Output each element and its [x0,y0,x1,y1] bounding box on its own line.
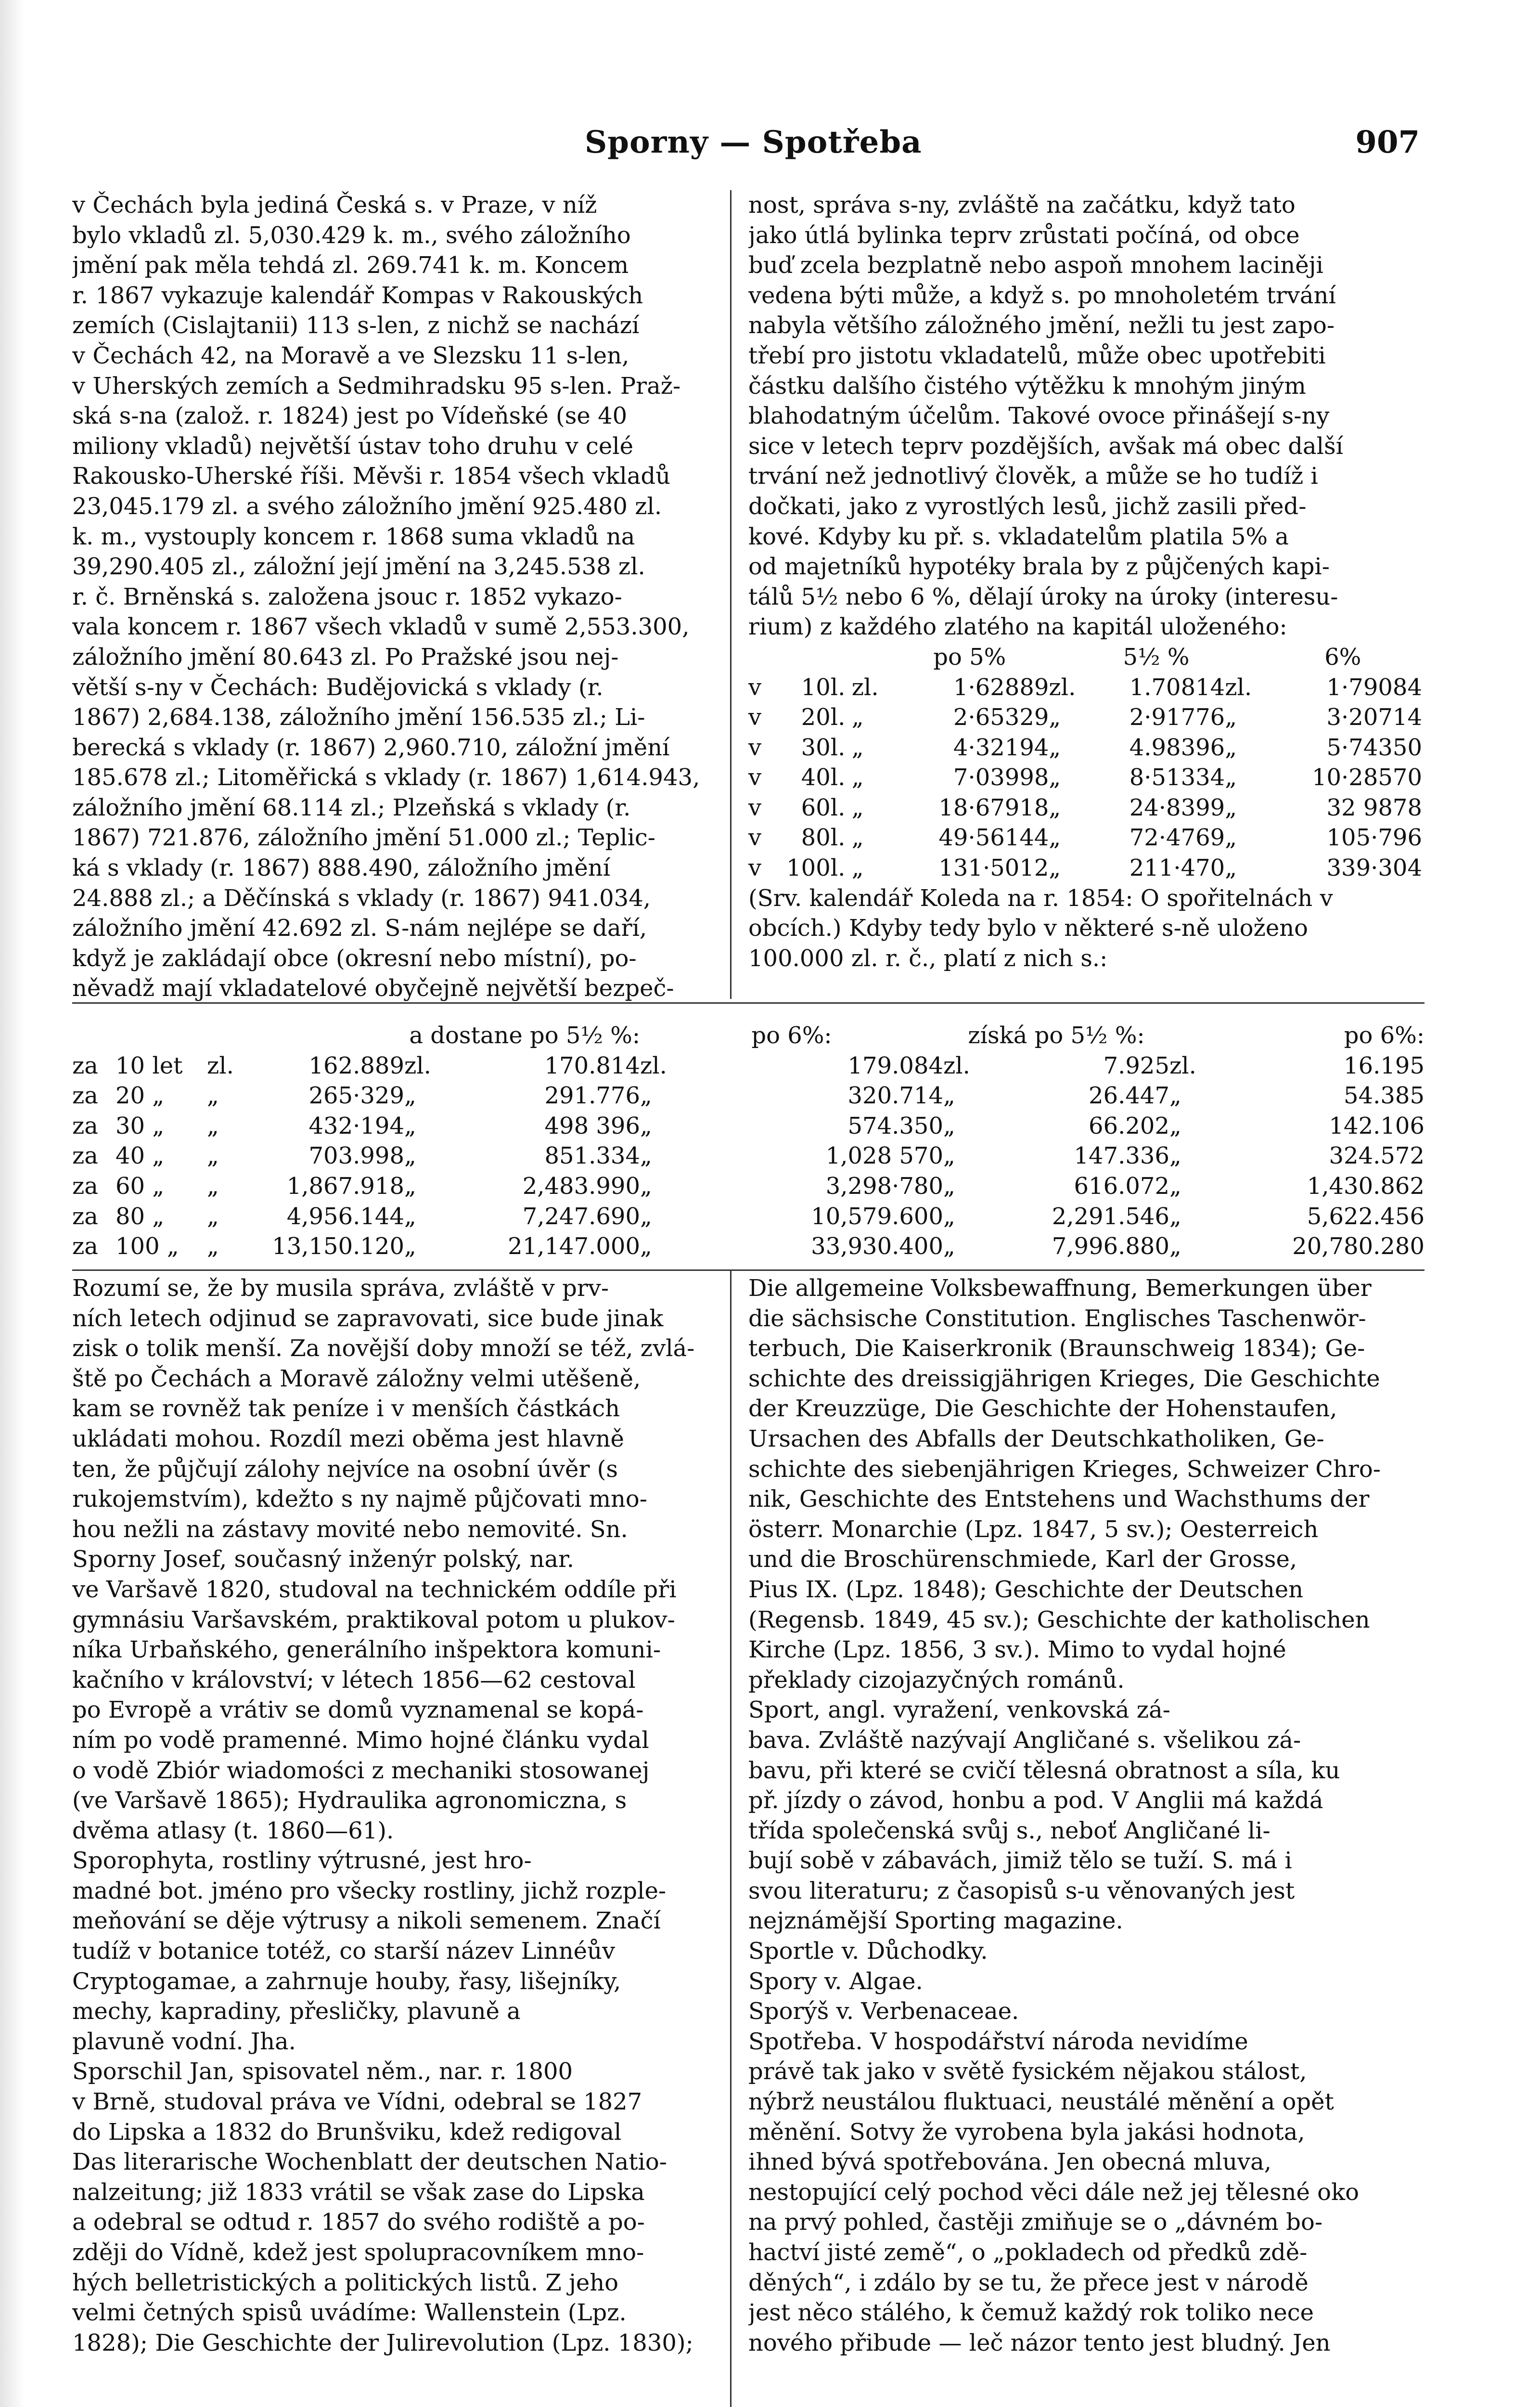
savings-cell: „ [404,1203,416,1230]
interest-cell: v [748,704,762,731]
right-bottom-line: terbuch, Die Kaiserkronik (Braunschweig 1834); Ge- [748,1335,1365,1362]
right-bottom-line: měnění. Sotvy že vyrobena byla jakási hodnota, [748,2118,1305,2146]
left-top-line: něvadž mají vkladatelové obyčejně největší bezpeč- [72,975,674,1002]
right-bottom-line: Sport, angl. vyražení, venkovská zá- [748,1696,1170,1724]
savings-cell: „ [943,1082,955,1110]
savings-cell: „ [207,1172,219,1200]
left-bottom-line: níka Urbaňského, generálního inšpektora komuni- [72,1636,661,1664]
interest-cell: 40 [801,764,831,791]
savings-cell: za [72,1112,98,1139]
left-column-top [72,190,712,1004]
interest-cell: l. [830,673,846,701]
left-top-line: jmění pak měla tehdá zl. 269.741 k. m. Koncem [72,252,629,279]
savings-cell: 703.998 [308,1142,404,1170]
savings-cell: „ [1169,1082,1181,1110]
interest-cell: 1·79084 [1326,673,1422,701]
interest-cell: 105·796 [1326,824,1422,852]
right-bottom-line: die sächsische Constitution. Englisches Taschenwör- [748,1305,1366,1332]
savings-cell: 432·194 [308,1112,404,1139]
savings-cell: „ [640,1142,652,1170]
right-top-line: vedena býti může, a když s. po mnoholetém trvání [748,282,1336,309]
right-bottom-line: Spory v. Algae. [748,1967,923,1995]
savings-cell: 20,780.280 [1292,1233,1424,1260]
right-bottom-line: Die allgemeine Volksbewaffnung, Bemerkungen über [748,1275,1372,1302]
right-bottom-line: der Kreuzzüge, Die Geschichte der Hohenstaufen, [748,1395,1337,1423]
right-bottom-line: bují sobě v zábavách, jimiž tělo se tuží. S. má i [748,1847,1292,1875]
savings-cell: „ [207,1082,219,1110]
savings-cell: 7,247.690 [522,1203,640,1230]
left-top-line: 39,290.405 zl., záložní její jmění na 3,245.538 zl. [72,553,645,581]
left-top-line: 1867) 2,684.138, záložního jmění 156.535 zl.; Li- [72,704,645,731]
interest-row [748,853,1422,883]
interest-cell: „ [1225,794,1237,821]
left-bottom-line: tudíž v botanice totéž, co starší název Linnéův [72,1938,616,1965]
right-column-top [748,190,1422,973]
right-bottom-line: nýbrž neustálou fluktuaci, neustálé měnění a opět [748,2088,1334,2116]
interest-cell: 131·5012 [938,854,1049,882]
interest-cell: l. [830,854,846,882]
interest-cell: „ [851,824,864,852]
savings-cell: „ [1169,1233,1181,1260]
savings-cell: zl. [640,1052,667,1079]
interest-cell: 2·91776 [1129,704,1225,731]
left-bottom-line: (ve Varšavě 1865); Hydraulika agronomiczna, s [72,1787,627,1814]
savings-cell: 40 „ [116,1142,165,1170]
savings-table-wide [72,1021,1424,1262]
right-bottom-line: schichte des siebenjährigen Krieges, Schweizer Chro- [748,1455,1381,1483]
left-bottom-line: Sporny Josef, současný inženýr polský, nar. [72,1546,574,1573]
right-top-line: trvání než jednotlivý člověk, a může se ho tudíž i [748,463,1318,490]
left-bottom-line: hých belletristických a politických listů. Z jeho [72,2269,619,2296]
savings-cell: 20 „ [116,1082,165,1110]
savings-cell: za [72,1233,98,1260]
left-bottom-line: meňování se děje výtrusy a nikoli semenem. Značí [72,1907,661,1935]
left-bottom-line: 1828); Die Geschichte der Julirevolution (Lpz. 1830); [72,2329,693,2356]
left-top-line: v Čechách byla jediná Česká s. v Praze, v níž [72,192,597,219]
left-top-line: r. 1867 vykazuje kalendář Kompas v Rakouských [72,282,643,309]
savings-cell: „ [943,1233,955,1260]
savings-cell: 574.350 [847,1112,943,1139]
left-bottom-line: ním po vodě pramenné. Mimo hojné článku vydal [72,1726,649,1754]
interest-header-6: 6% [1324,643,1361,671]
interest-row [748,823,1422,853]
left-top-line: miliony vkladů) největší ústav toho druhu v celé [72,432,633,460]
interest-cell: zl. [1225,673,1252,701]
right-top-line: dočkati, jako z vyrostlých lesů, jichž zasili před- [748,492,1307,520]
savings-cell: 80 „ [116,1203,165,1230]
right-top-line: nost, správa s-ny, zvláště na začátku, když tato [748,192,1296,219]
interest-cell: v [748,764,762,791]
savings-cell: 7.925 [1103,1052,1169,1079]
savings-cell: zl. [207,1052,234,1079]
left-bottom-line: plavuně vodní. Jha. [72,2028,296,2055]
savings-cell: zl. [943,1052,970,1079]
savings-cell: „ [640,1112,652,1139]
savings-cell: „ [943,1172,955,1200]
left-bottom-line: do Lipska a 1832 do Brunšviku, kdež redigoval [72,2118,622,2146]
interest-cell: l. [830,764,846,791]
left-column-bottom [72,1273,712,2358]
right-bottom-line: nového přibude — leč názor tento jest bludný. Jen [748,2329,1331,2356]
interest-cell: 60 [801,794,831,821]
savings-cell: zl. [404,1052,431,1079]
left-bottom-line: ten, že půjčují zálohy nejvíce na osobní úvěr (s [72,1455,618,1483]
left-bottom-line: ště po Čechách a Moravě záložny velmi utěšeně, [72,1365,641,1392]
interest-row [748,673,1422,703]
savings-cell: „ [207,1233,219,1260]
left-top-line: 185.678 zl.; Litoměřická s vklady (r. 1867) 1,614.943, [72,764,700,791]
savings-cell: zl. [1169,1052,1196,1079]
interest-cell: „ [1225,734,1237,761]
savings-cell: 265·329 [308,1082,404,1110]
left-top-line: záložního jmění 42.692 zl. S-nám nejlépe se daří, [72,915,647,942]
savings-cell: 324.572 [1329,1142,1424,1170]
right-bottom-line: (Regensb. 1849, 45 sv.); Geschichte der katholischen [748,1606,1370,1633]
right-bottom-line: Kirche (Lpz. 1856, 3 sv.). Mimo to vydal hojné [748,1636,1286,1664]
interest-cell: „ [1049,854,1061,882]
interest-header-5-5: 5½ % [1123,643,1190,671]
wide-header-gain-5-5: získá po 5½ %: [968,1022,1145,1049]
left-bottom-line: Das literarische Wochenblatt der deutschen Natio- [72,2148,667,2176]
interest-cell: l. [830,794,846,821]
right-top-line: nabyla většího záložného jmění, nežli tu jest zapo- [748,312,1335,339]
interest-cell: v [748,673,762,701]
right-bottom-line: und die Broschürenschmiede, Karl der Grosse, [748,1546,1297,1573]
right-top-line: částku dalšího čistého výtěžku k mnohým jiným [748,372,1306,400]
interest-cell: „ [1049,734,1061,761]
interest-row [748,763,1422,793]
interest-cell: v [748,824,762,852]
interest-cell: 32 9878 [1326,794,1422,821]
savings-cell: „ [404,1082,416,1110]
interest-cell: 7·03998 [953,764,1049,791]
left-bottom-line: kam se rovněž tak peníze i v menších částkách [72,1395,620,1423]
savings-cell: za [72,1082,98,1110]
right-bottom-line: Sportle v. Důchodky. [748,1938,988,1965]
savings-cell: 320.714 [847,1082,943,1110]
left-top-line: berecká s vklady (r. 1867) 2,960.710, záložní jmění [72,734,670,761]
interest-cell: „ [1049,704,1061,731]
left-bottom-line: ve Varšavě 1820, studoval na technickém oddíle při [72,1576,677,1603]
right-top-line: třebí pro jistotu vkladatelů, může obec upotřebiti [748,342,1326,369]
right-bottom-line: na prvý pohled, častěji zmiňuje se o „dávném bo- [748,2209,1323,2236]
savings-cell: 162.889 [308,1052,404,1079]
left-top-line: záložního jmění 80.643 zl. Po Pražské jsou nej- [72,643,619,671]
interest-cell: „ [1225,764,1237,791]
left-bottom-line: o vodě Zbiór wiadomości z mechaniki stosowanej [72,1757,650,1784]
left-top-line: 23,045.179 zl. a svého záložního jmění 925.480 zl. [72,492,662,520]
left-bottom-line: kačního v království; v létech 1856—62 cestoval [72,1666,636,1694]
right-top-line: buď zcela bezplatně nebo aspoň mnohem laciněji [748,252,1323,279]
savings-cell: 3,298·780 [825,1172,943,1200]
interest-cell: 10 [801,673,831,701]
left-top-line: 24.888 zl.; a Děčínská s vklady (r. 1867) 941.034, [72,884,651,912]
savings-cell: za [72,1142,98,1170]
left-bottom-line: velmi četných spisů uvádíme: Wallenstein (Lpz. [72,2299,627,2327]
interest-cell: 30 [801,734,831,761]
interest-cell: l. [830,704,846,731]
savings-cell: 1,028 570 [825,1142,943,1170]
interest-cell: 24·8399 [1129,794,1225,821]
interest-table [748,642,1422,883]
savings-row [72,1141,1424,1171]
right-bottom-line: hactví jisté země“, o „pokladech od předků zdě- [748,2239,1308,2266]
savings-cell: 33,930.400 [811,1233,943,1260]
interest-cell: 80 [801,824,831,852]
savings-cell: 179.084 [847,1052,943,1079]
interest-cell: 1·62889 [953,673,1049,701]
savings-cell: „ [1169,1203,1181,1230]
interest-cell: l. [830,824,846,852]
interest-cell: 49·56144 [938,824,1049,852]
right-bottom-line: österr. Monarchie (Lpz. 1847, 5 sv.); Oesterreich [748,1515,1319,1543]
left-bottom-line: zději do Vídně, kdež jest spolupracovníkem mno- [72,2239,644,2266]
savings-cell: „ [404,1172,416,1200]
savings-cell: „ [207,1112,219,1139]
savings-cell: 5,622.456 [1307,1203,1424,1230]
interest-cell: „ [851,794,864,821]
left-top-line: r. č. Brněnská s. založena jsouc r. 1852 vykazo- [72,583,622,610]
wide-header-6: po 6%: [751,1022,832,1049]
right-bottom-line: nik, Geschichte des Entstehens und Wachsthums der [748,1486,1370,1513]
left-top-line: vala koncem r. 1867 všech vkladů v sumě 2,553.300, [72,613,690,641]
right-bottom-line: ihned bývá spotřebována. Jen obecná mluva, [748,2148,1272,2176]
right-bottom-line: překlady cizojazyčných románů. [748,1666,1125,1694]
right-bottom-line: právě tak jako v světě fysickém nějakou stálost, [748,2058,1307,2085]
left-bottom-line: Sporschil Jan, spisovatel něm., nar. r. 1800 [72,2058,573,2085]
savings-cell: za [72,1203,98,1230]
right-top-line: od majetníků hypotéky brala by z půjčených kapi- [748,553,1330,581]
interest-cell: „ [851,854,864,882]
right-bottom-line: jest něco stálého, k čemuž každý rok toliko nece [748,2299,1314,2327]
right-bottom-line: schichte des dreissigjährigen Krieges, Die Geschichte [748,1365,1380,1392]
right-bottom-line: nestopující celý pochod věci dále než jej tělesné oko [748,2178,1360,2206]
interest-cell: zl. [851,673,879,701]
savings-cell: „ [943,1112,955,1139]
left-bottom-line: po Evropě a vrátiv se domů vyznamenal se kopá- [72,1696,644,1724]
right-bottom-line: Pius IX. (Lpz. 1848); Geschichte der Deutschen [748,1576,1304,1603]
savings-cell: 10 let [116,1052,183,1079]
left-bottom-line: Cryptogamae, a zahrnuje houby, řasy, lišejníky, [72,1967,621,1995]
interest-cell: 100 [786,854,831,882]
interest-cell: 339·304 [1326,854,1422,882]
left-bottom-line: rukojemstvím), kdežto s ny najmě půjčovati mno- [72,1486,648,1513]
left-top-line: Rakousko-Uherské říši. Měvši r. 1854 všech vkladů [72,463,671,490]
running-title: Sporny — Spotřeba [585,124,922,160]
right-after-table-line: 100.000 zl. r. č., platí z nich s.: [748,945,1108,972]
savings-cell: 1,867.918 [286,1172,404,1200]
right-bottom-line: Ursachen des Abfalls der Deutschkatholiken, Ge- [748,1425,1324,1452]
interest-cell: „ [1225,854,1237,882]
right-top-line: rium) z každého zlatého na kapitál uloženého: [748,613,1287,641]
left-top-line: když je zakládají obce (okresní nebo místní), po- [72,945,637,972]
savings-cell: 100 „ [116,1233,179,1260]
interest-cell: v [748,794,762,821]
interest-cell: v [748,854,762,882]
savings-cell: „ [640,1082,652,1110]
right-top-line: sice v letech teprv pozdějších, avšak má obec další [748,432,1343,460]
right-bottom-line: Sporýš v. Verbenaceae. [748,1998,1019,2025]
savings-row [72,1171,1424,1202]
savings-cell: „ [1169,1172,1181,1200]
right-bottom-line: Spotřeba. V hospodářství národa nevidíme [748,2028,1248,2055]
savings-cell: „ [943,1142,955,1170]
interest-cell: 72·4769 [1129,824,1225,852]
interest-row [748,733,1422,763]
interest-cell: 4.98396 [1129,734,1225,761]
right-after-table-line: (Srv. kalendář Koleda na r. 1854: O spořitelnách v [748,884,1333,912]
savings-cell: „ [1169,1112,1181,1139]
left-bottom-line: gymnásiu Varšavském, praktikoval potom u plukov- [72,1606,675,1633]
left-bottom-line: Rozumí se, že by musila správa, zvláště v prv- [72,1275,609,1302]
left-bottom-line: ních letech odjinud se zapravovati, sice bude jinak [72,1305,664,1332]
savings-cell: 60 „ [116,1172,165,1200]
interest-cell: 20 [801,704,831,731]
page-edge-shadow [0,0,24,2407]
interest-cell: „ [851,734,864,761]
interest-cell: „ [1225,704,1237,731]
left-top-line: v Uherských zemích a Sedmihradsku 95 s-len. Praž- [72,372,681,400]
interest-cell: zl. [1049,673,1076,701]
savings-row [72,1111,1424,1141]
savings-row [72,1231,1424,1262]
interest-cell: „ [1049,824,1061,852]
savings-cell: 498 396 [544,1112,640,1139]
left-top-line: bylo vkladů zl. 5,030.429 k. m., svého záložního [72,221,631,249]
interest-cell: „ [1049,794,1061,821]
left-bottom-line: nalzeitung; již 1833 vrátil se však zase do Lipska [72,2178,645,2206]
savings-cell: 13,150.120 [272,1233,404,1260]
savings-cell: „ [640,1233,652,1260]
left-top-line: větší s-ny v Čechách: Budějovická s vklady (r. [72,673,603,701]
right-bottom-line: bava. Zvláště nazývají Angličané s. všelikou zá- [748,1726,1301,1754]
savings-cell: 142.106 [1329,1112,1424,1139]
savings-cell: 4,956.144 [286,1203,404,1230]
savings-cell: „ [404,1112,416,1139]
left-bottom-line: dvěma atlasy (t. 1860—61). [72,1817,394,1844]
left-bottom-line: ukládati mohou. Rozdíl mezi oběma jest hlavně [72,1425,624,1452]
left-bottom-line: mechy, kapradiny, přesličky, plavuně a [72,1998,521,2025]
interest-cell: 4·32194 [953,734,1049,761]
right-bottom-line: děných“, i zdálo by se tu, že přece jest v národě [748,2269,1309,2296]
savings-cell: 2,291.546 [1052,1203,1169,1230]
savings-cell: „ [404,1233,416,1260]
section-rule-bottom [72,1269,1424,1271]
interest-cell: 3·20714 [1326,704,1422,731]
savings-cell: 2,483.990 [522,1172,640,1200]
left-top-line: ská s-na (založ. r. 1824) jest po Vídeňské (se 40 [72,402,628,430]
savings-cell: 21,147.000 [508,1233,640,1260]
savings-cell: 26.447 [1089,1082,1169,1110]
right-bottom-line: nejznámější Sporting magazine. [748,1907,1123,1935]
right-top-line: jako útlá bylinka teprv zrůstati počíná, od obce [748,221,1300,249]
savings-cell: 1,430.862 [1307,1172,1424,1200]
right-column-bottom [748,1273,1422,2358]
savings-row [72,1081,1424,1111]
interest-cell: 1.70814 [1129,673,1225,701]
left-top-line: zemích (Cislajtanii) 113 s-len, z nichž se nachází [72,312,640,339]
right-top-line: blahodatným účelům. Takové ovoce přinášejí s-ny [748,402,1330,430]
left-bottom-line: Sporophyta, rostliny výtrusné, jest hro- [72,1847,532,1875]
interest-row [748,793,1422,823]
left-bottom-line: zisk o tolik menší. Za novější doby množí se též, zvlá- [72,1335,695,1362]
wide-header-gain-6: po 6%: [1344,1022,1424,1049]
left-top-line: ká s vklady (r. 1867) 888.490, záložního jmění [72,854,611,882]
interest-cell: 10·28570 [1311,764,1422,791]
savings-cell: 54.385 [1344,1082,1424,1110]
left-bottom-line: hou nežli na zástavy movité nebo nemovité. Sn. [72,1515,628,1543]
interest-cell: „ [1049,764,1061,791]
right-top-line: tálů 5½ nebo 6 %, dělají úroky na úroky (interesu- [748,583,1338,610]
column-divider-top [730,190,732,999]
savings-cell: 616.072 [1074,1172,1169,1200]
savings-cell: 147.336 [1074,1142,1169,1170]
interest-cell: 211·470 [1129,854,1225,882]
savings-cell: 291.776 [544,1082,640,1110]
interest-cell: „ [1225,824,1237,852]
interest-cell: „ [851,704,864,731]
savings-cell: „ [640,1203,652,1230]
interest-cell: „ [851,764,864,791]
savings-cell: „ [640,1172,652,1200]
section-rule-top [72,1002,1424,1004]
savings-cell: 30 „ [116,1112,165,1139]
page-header [585,124,1420,170]
savings-cell: 851.334 [544,1142,640,1170]
savings-cell: „ [207,1203,219,1230]
interest-cell: 5·74350 [1326,734,1422,761]
interest-cell: 8·51334 [1129,764,1225,791]
right-bottom-line: př. jízdy o závod, honbu a pod. V Anglii má každá [748,1787,1323,1814]
savings-cell: 170.814 [544,1052,640,1079]
savings-cell: za [72,1172,98,1200]
interest-cell: l. [830,734,846,761]
savings-cell: za [72,1052,98,1079]
savings-cell: „ [1169,1142,1181,1170]
right-top-line: kové. Kdyby ku př. s. vkladatelům platila 5% a [748,523,1289,550]
right-bottom-line: svou literaturu; z časopisů s-u věnovaných jest [748,1877,1295,1904]
left-top-line: záložního jmění 68.114 zl.; Plzeňská s vklady (r. [72,794,631,821]
left-bottom-line: a odebral se odtud r. 1857 do svého rodiště a po- [72,2209,645,2236]
interest-cell: v [748,734,762,761]
left-bottom-line: v Brně, studoval práva ve Vídni, odebral se 1827 [72,2088,642,2116]
savings-cell: 66.202 [1089,1112,1169,1139]
interest-cell: 18·67918 [938,794,1049,821]
interest-cell: 2·65329 [953,704,1049,731]
right-bottom-line: třída společenská svůj s., neboť Angličané li- [748,1817,1270,1844]
column-divider-bottom [730,1271,732,2407]
savings-cell: „ [207,1142,219,1170]
right-bottom-line: bavu, při které se cvičí tělesná obratnost a síla, ku [748,1757,1340,1784]
savings-row [72,1051,1424,1081]
interest-header-5: po 5% [933,643,1006,671]
page-number: 907 [1355,124,1420,160]
wide-header-5-5: a dostane po 5½ %: [409,1022,640,1049]
left-bottom-line: madné bot. jméno pro všecky rostliny, jichž rozple- [72,1877,667,1904]
savings-cell: 10,579.600 [811,1203,943,1230]
interest-row [748,702,1422,733]
left-top-line: v Čechách 42, na Moravě a ve Slezsku 11 s-len, [72,342,629,369]
right-after-table-line: obcích.) Kdyby tedy bylo v některé s-ně uloženo [748,915,1309,942]
savings-cell: 7,996.880 [1052,1233,1169,1260]
left-top-line: k. m., vystouply koncem r. 1868 suma vkladů na [72,523,635,550]
savings-cell: „ [404,1142,416,1170]
savings-row [72,1202,1424,1232]
savings-cell: „ [943,1203,955,1230]
left-top-line: 1867) 721.876, záložního jmění 51.000 zl.; Teplic- [72,824,656,852]
savings-cell: 16.195 [1344,1052,1424,1079]
